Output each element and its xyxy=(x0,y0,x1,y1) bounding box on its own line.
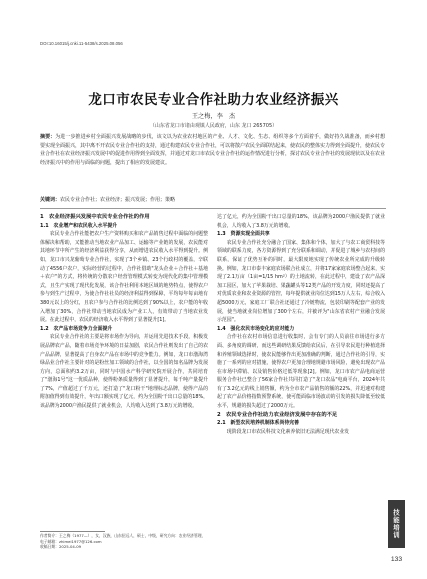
page-title: 龙口市农民专业合作社助力农业经济振兴 xyxy=(88,92,339,108)
doi-text: DOI:10.16015/j.cnki.11-5438/s.2025.08.056 xyxy=(40,41,123,46)
left-column xyxy=(40,213,208,411)
section-heading-1: 1 农业经济振兴发展中农民专业合作社的作用 xyxy=(40,214,150,220)
authors: 王之梅，李 杰 xyxy=(191,113,236,120)
keywords xyxy=(40,196,385,204)
abstract-label: 摘要： xyxy=(40,134,56,140)
paragraph: 达了亿元，约为全国粉干出口总量的18%，该品牌为2000户渔民提供了就业机会，人均收入了3.8万元的增收。 xyxy=(217,214,385,229)
footnote-divider xyxy=(40,531,105,532)
keywords-text: 农民专业合作社；农业经济；振兴发展；作用；策略 xyxy=(60,197,176,203)
section-side-tab xyxy=(388,500,405,548)
paragraph: 农民专业合作社能把农户生产资料购买和农产品销售过程中面临的问题整体解决和帮助，又能推动当地农业产品加工、运输等产业链的发展，农民能对其地环节中所产生的经济利益获得分享，从而增进农民收入水平得到提升。例如，龙口市兴龙葡萄专业合作社，实现了3个乡镇、23个行政村的覆盖，辛联动了4556户农户，实际经营的过程中，合作社借助"龙头企业＋合作社＋基地＋农户"的方式，将传统的分散农户经营管理模式转变为现代化的集中管理模式，且生产实现了现代化发展，该合作社利用本地区域的地势特点，使得农户参与到生产过程中，为使合作社社员的经济利益得到保障，平均每年每亩地有380元以上的分红，且农户参与合作社的比例达到了90%以上，农户能的年收入增加了30%，合作社带动当地农民成为产业工人，有效带动了当地农业发展。在此过程中，农民的经济收入水平得到了显著提升[1]。 xyxy=(40,231,208,324)
footnote xyxy=(40,533,208,550)
subsection-heading-1-3: 1.3 资源实现全面共享 xyxy=(217,231,270,238)
abstract-text: 为进一步推进乡村全面振兴发展战略的步伐，该文以为农业农村地区的产业、人才、文化、生态、组织等多个方面着手，做好持久战准备，而乡村想要实现全面振兴，其中离不开农民专业合作社的支持，通过构建农民专业合作社，可以将散户农民全面联结起来，使农民的整体实力得到全面提升，使农民专业合作社在农业经济振兴发展中的促进作用得到全面发挥，并通过对龙口市农民专业合作社的运作情况进行分析，探讨农民专业合作社的发展现状以及在农业经济振兴中的作用与面临的问题，提出了相应的发展建议。 xyxy=(40,134,386,167)
paragraph: 农民专业合作社充分融合了国家、集体和个体，加大了与农工商贸科技等领域的联系力度，各方资源得到了充分联系和调动，并促进了城乡与农村间的联系，保证了优势互补的同时，最大限度地实现了传统农业所完成的升级转换。例如，龙口市泰丰家庭农场联合社成立，并将17家家庭农场整合起来，实现了2.1万亩（1亩=1/15 hm²）的土地流转，在此过程中，建设了农产品深加工园区，加大了苹果栽培、果蔬罐头等12类产品的开发力度，同时还提高了对优质农业和农业资源的管控，每年提供就业岗位达到15万人左右，综合收入超5000万元，家庭工厂联合社还通过了冷链物流，包装印刷等配套产业的发展，使当地就业岗位增加了300个左右，并被评为"山东省农村产业融合发展示范园"。 xyxy=(217,239,385,324)
paragraph: 现阶段龙口市农民科技文化素养依旧无法满足现代农业发 xyxy=(226,428,350,435)
affiliation: （山东省龙口市诸由观镇人民政府，山东 龙口 265705） xyxy=(149,123,278,129)
subsection-heading-1-4: 1.4 强化农民市场变化的应对能力 xyxy=(217,325,295,332)
subsection-heading-1-1: 1.1 农业增产和农民收入水平提升 xyxy=(40,222,118,229)
keywords-label: 关键词： xyxy=(40,197,61,203)
subsection-heading-1-2: 1.2 农产品市场竞争力全面提升 xyxy=(40,325,113,332)
received-date: 收稿日期：2025-04-09 xyxy=(40,544,82,550)
header-divider xyxy=(40,208,386,209)
author-intro: 作者简介：王之梅（1977—），女，汉族，山东招远人，硕士，中级，研究方向：农业经济管理，电子邮箱：zhimei1977@126.com xyxy=(40,533,206,544)
page-number: 133 xyxy=(390,556,403,563)
paragraph: 农民专业合作社的主要是将市场作为导向，并运用先进技术手段，积极发展品牌农产品，随着市场竞争环境的日益加剧，农民合作社则发出了自己的农产品品牌，显著提高了自身农产品在市场中的竞争能力。例如，龙口市渤海湾绿品业合作社主要针对的是粉丝加工领域的合作社，以全国的知名品牌为发展方向，总面积约3.2万亩，同时与中国水产科学研究院开展合作，共同培育了"渤海1号"这一优质品种，使得粉条质量得到了显著提升，每千吨产量提升了7%，产值超过了千万元，还打造了"龙口粉干"地理标志品牌，使得产品的附加值得到有效提升，年出口额实现了亿元，约为全国粉干出口总量的18%，该品牌为2000户渔民提供了就业机会，人均收入达到了3.8万元的增收。 xyxy=(40,334,208,410)
paragraph: 合作社在农村市场信息进行收集时，会有专门的人员前往市场进行多方面、多角度的调研，而这些调研结果反馈给农民后，在引导农民进行种植选择和养殖领域选择时，使农民能够作出更加准确的判断，通过合作社的引导，实施了一系列的应对措施，使得农户更加合理地规避市场风险，避免出现农产品在市场中滞销、以及销售价格过低等现象[2]。例如，龙口市农产品电商运营服务合作社已整合了56家合作社共同打造了"龙口农品"电商平台，2024年共有了3.2亿元的线上销售额，约为全市农产品销售的额的22%，并迅速对构建起了农产品价格指数预警系统，使可能面临市场波动的引发的损失降低至较低水平，规避的损失超过了2000万元。 xyxy=(217,334,385,410)
subsection-heading-2-1: 2.1 新型农民培养机制体系尚待完善 xyxy=(217,420,300,427)
side-tab-label: 技能培训 xyxy=(392,509,400,539)
abstract xyxy=(40,133,385,168)
right-column xyxy=(217,213,385,436)
section-heading-2: 2 农民专业合作社助力农业经济发展中存在的不足 xyxy=(217,411,338,418)
